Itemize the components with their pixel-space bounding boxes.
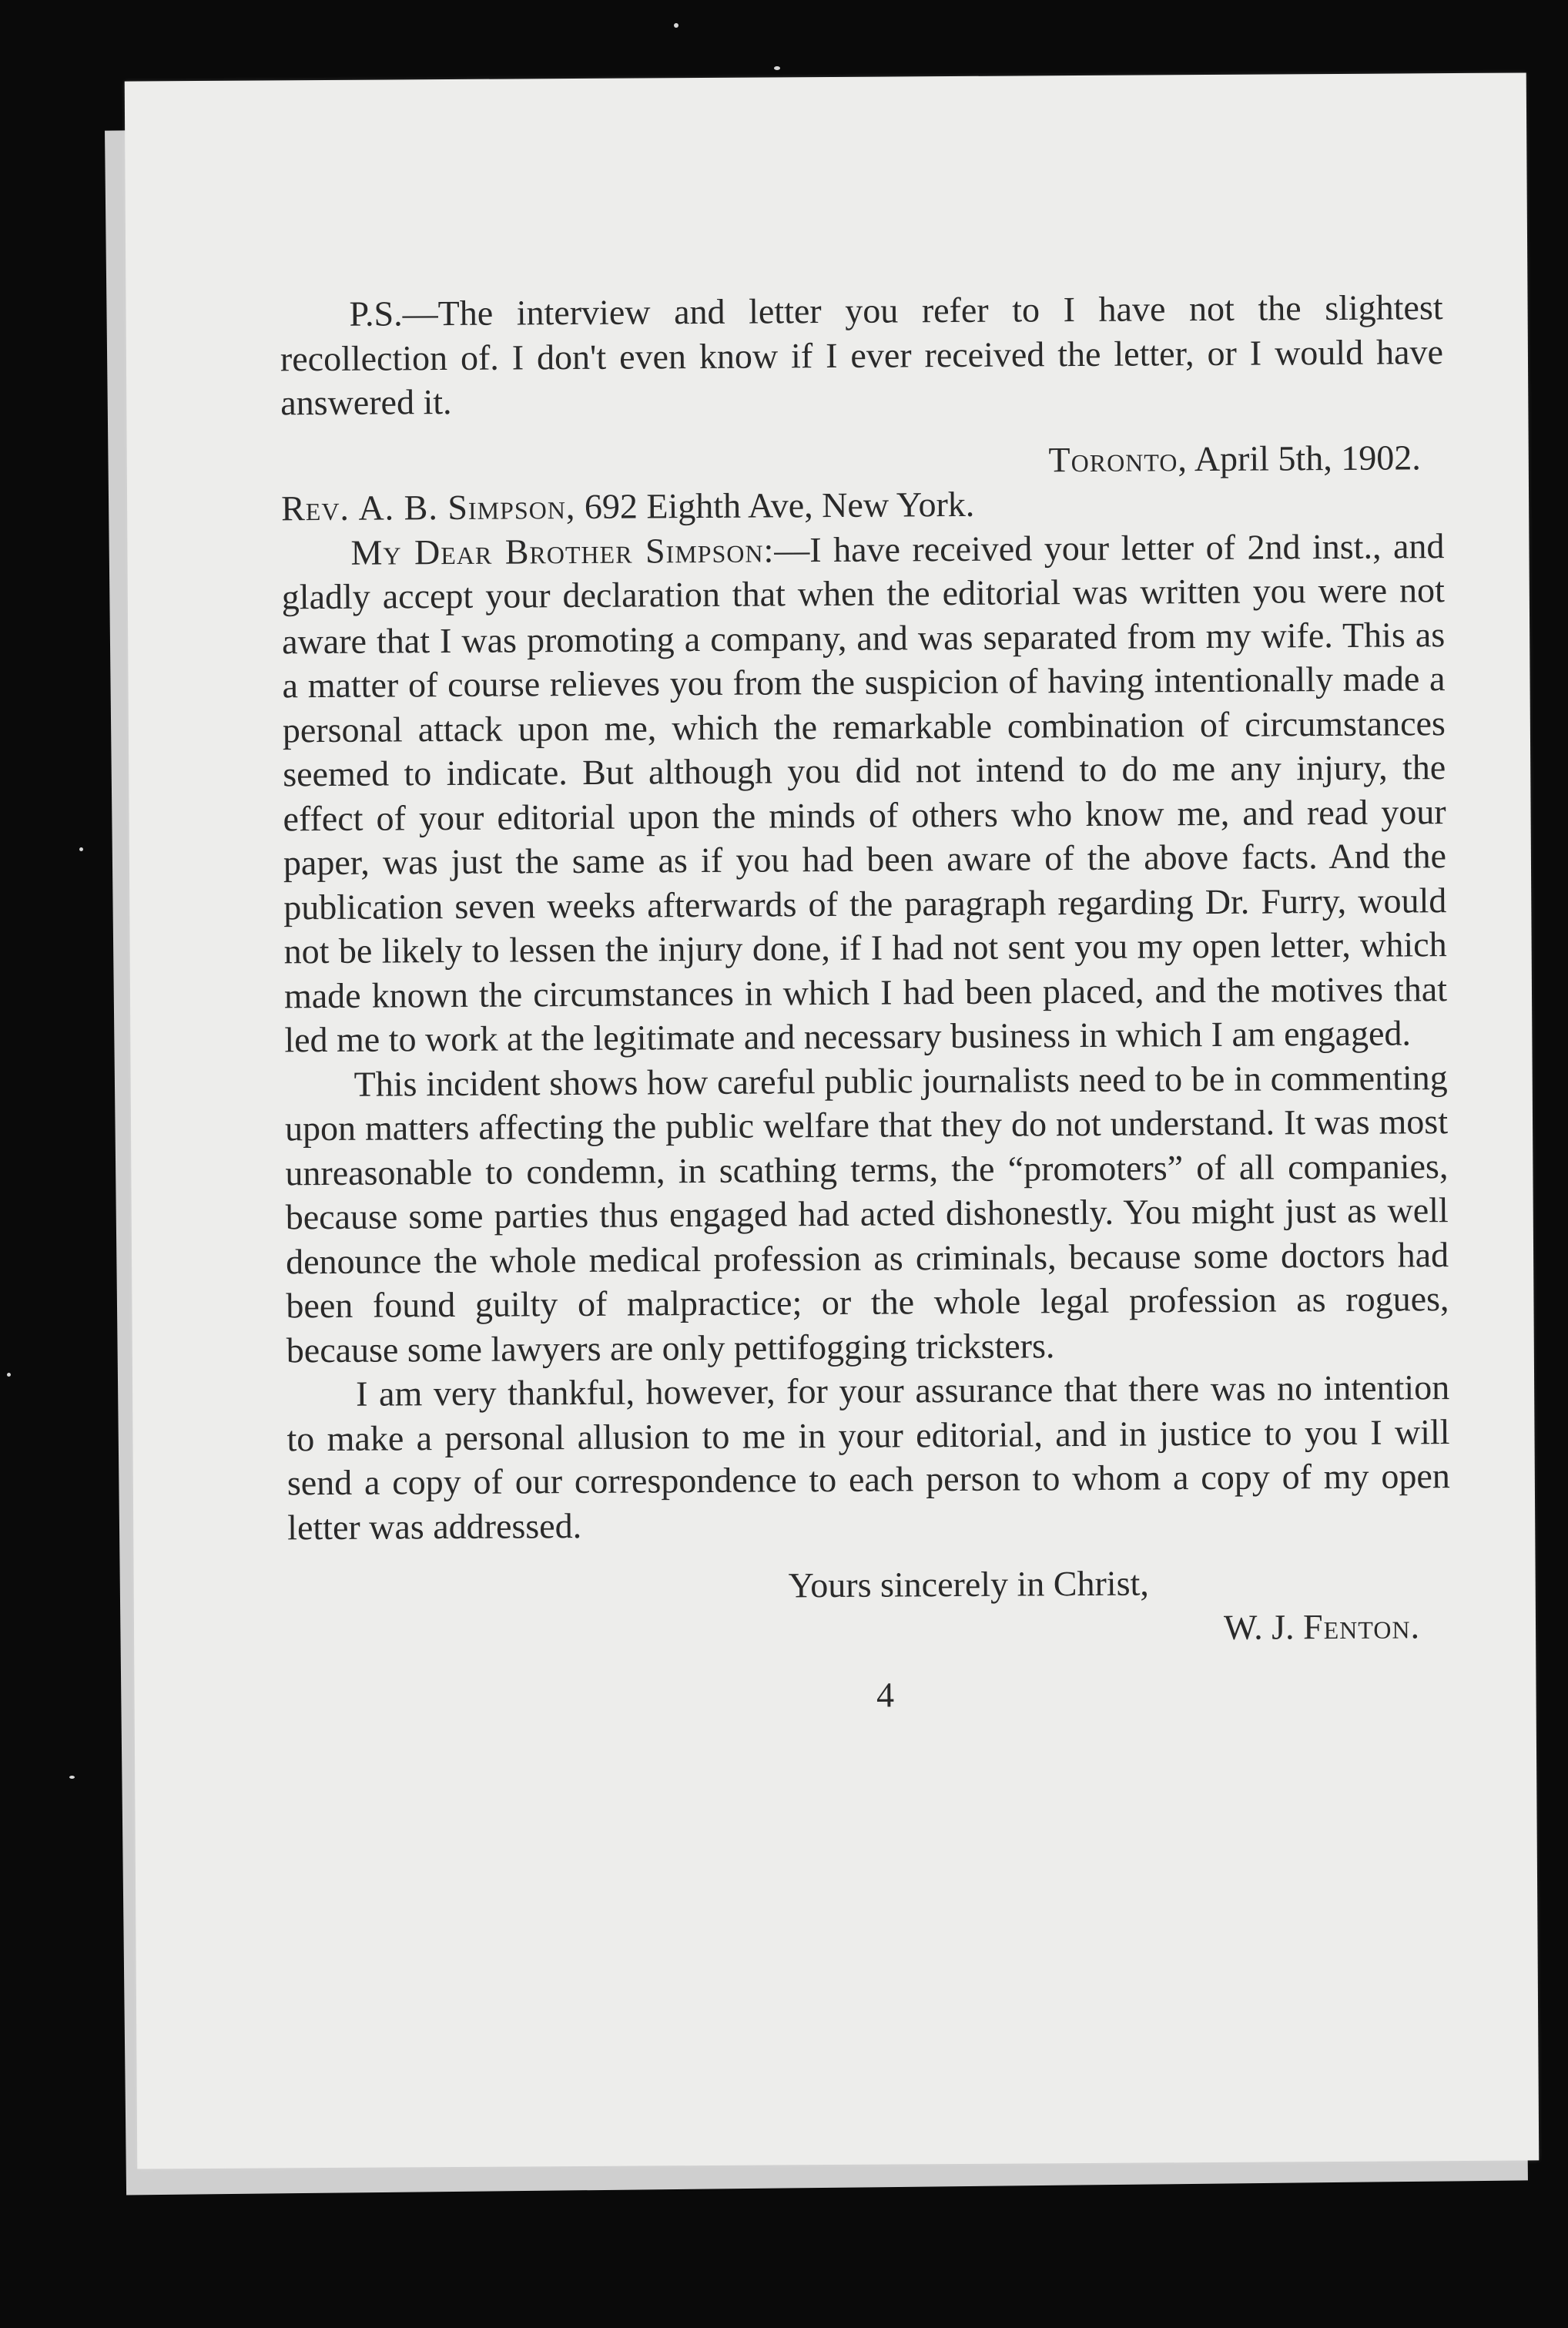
addressee-name: A. B. Simpson, — [358, 487, 576, 528]
scan-speck — [674, 23, 678, 28]
body-paragraph-1 — [281, 524, 1447, 1062]
addressee-line — [281, 479, 1444, 531]
closing: Yours sincerely in Christ, — [788, 1563, 1149, 1605]
date-line — [281, 435, 1444, 487]
document-page — [125, 72, 1540, 2169]
body-paragraph-1-text: —I have received your letter of 2nd inst., and gladly accept your declaration that when the editorial was written you were not aware that I was promoting a company, and was separated from my wife. This as a matter of course relieves you from the suspicion of having intentionally made a personal attack upon me, which the remarkable combination of circumstances seemed to indicate. But although you did not intend to do me any injury, the effect of your editorial upon the minds of others who know me, and read your paper, was just the same as if you had been aware of the above facts. And the publication seven weeks afterwards of the paragraph regarding Dr. Furry, would not be likely to lessen the injury done, if I had not sent you my open letter, which made known the circumstances in which I had been placed, and the motives that led me to work at the legitimate and necessary business in which I am engaged. — [281, 525, 1448, 1060]
letter-text — [280, 285, 1451, 1721]
scan-speck — [7, 1373, 11, 1377]
page-number: 4 — [876, 1675, 895, 1715]
scan-speck — [79, 847, 83, 851]
date: April 5th, 1902. — [1194, 437, 1421, 478]
scan-speck — [69, 1776, 75, 1779]
postscript-paragraph: P.S.—The interview and letter you refer to I have not the slightest recollection of. I don't even know if I ever received the letter, or I would have answered it. — [280, 287, 1444, 423]
body-paragraph-3: I am very thankful, however, for your assurance that there was no intention to make a personal allusion to me in your editorial, and in justice to you I will send a copy of our correspondence to each person to whom a copy of my open letter was addressed. — [286, 1367, 1450, 1547]
salutation: My Dear Brother Simpson: — [350, 529, 775, 572]
scan-speck — [774, 66, 780, 70]
signature — [288, 1604, 1451, 1655]
date-place: Toronto, — [1048, 438, 1188, 479]
signature-name: Fenton. — [1302, 1605, 1421, 1646]
addressee-title: Rev. — [280, 488, 350, 528]
addressee-address: 692 Eighth Ave, New York. — [584, 484, 975, 526]
signature-initials: W. J. — [1223, 1606, 1295, 1647]
body-paragraph-2: This incident shows how careful public journalists need to be in commenting upon matters affecting the public welfare that they do not understand. It was most unreasonable to condemn, in scathing terms, the “promoters” of all companies, because some parties thus engaged had acted dishonestly. You might just as well denounce the whole medical profession as criminals, because some doctors had been found guilty of malpractice; or the whole legal profession as rogues, because some lawyers are only pettifogging tricksters. — [284, 1057, 1449, 1370]
